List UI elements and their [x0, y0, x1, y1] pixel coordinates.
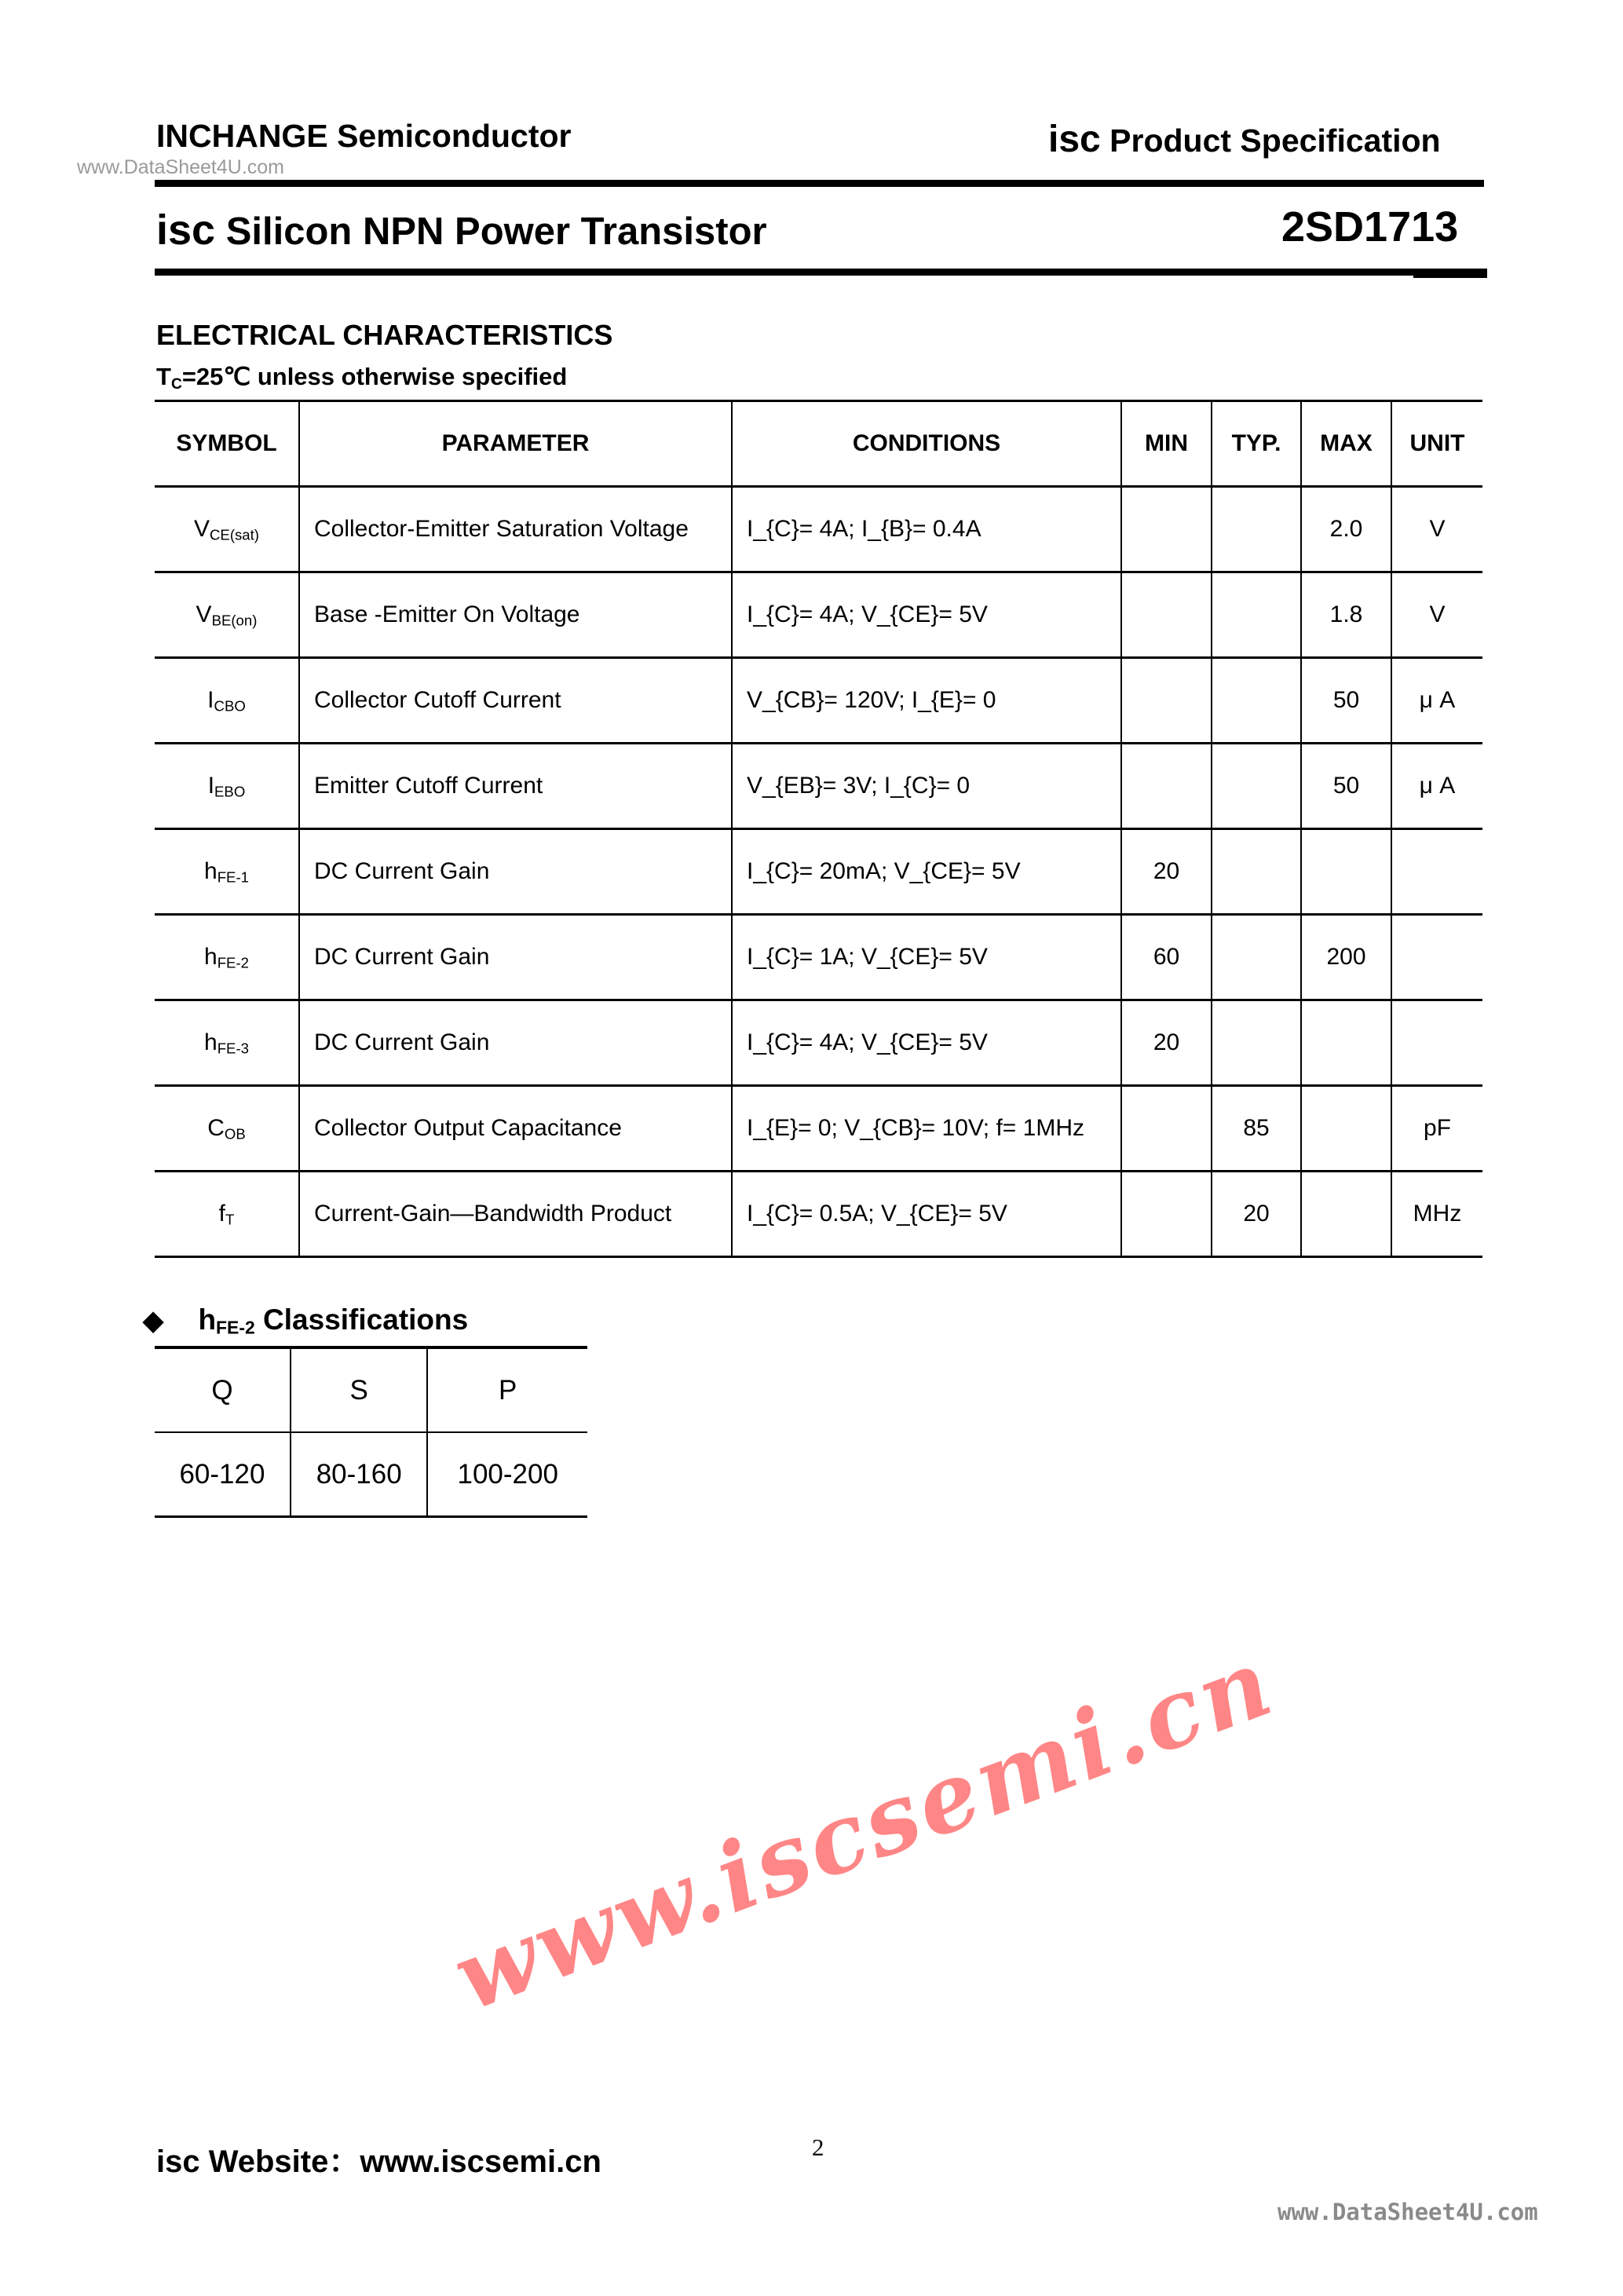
column-header: MIN: [1121, 401, 1212, 487]
typ-cell: [1212, 915, 1301, 1000]
symbol-cell: [155, 572, 299, 658]
classification-title: Classifications: [254, 1303, 469, 1336]
range-cell: 60-120: [155, 1432, 291, 1517]
max-cell: [1301, 1086, 1391, 1172]
min-cell: [1121, 658, 1212, 744]
column-header: MAX: [1301, 401, 1391, 487]
table-row: [155, 658, 1482, 744]
conditions-cell: I_{C}= 4A; I_{B}= 0.4A: [732, 487, 1121, 572]
symbol-cell: [155, 1086, 299, 1172]
conditions-cell: V_{EB}= 3V; I_{C}= 0: [732, 744, 1121, 829]
column-header: PARAMETER: [299, 401, 732, 487]
table-row: [155, 1086, 1482, 1172]
symbol: I: [207, 773, 215, 799]
symbol-subscript: FE-1: [217, 868, 249, 886]
parameter-cell: DC Current Gain: [299, 829, 732, 915]
typ-cell: [1212, 1000, 1301, 1086]
typ-cell: [1212, 572, 1301, 658]
grade-cell: P: [427, 1347, 587, 1432]
condition-text: =25℃ unless otherwise specified: [181, 363, 568, 390]
table-row: [155, 1172, 1482, 1257]
title-text: Silicon NPN Power Transistor: [225, 210, 767, 253]
symbol-subscript: T: [225, 1211, 235, 1228]
typ-cell: [1212, 658, 1301, 744]
parameter-cell: Current-Gain—Bandwidth Product: [299, 1172, 732, 1257]
symbol-subscript: FE-2: [217, 954, 249, 971]
page-title: [156, 206, 767, 254]
grade-cell: Q: [155, 1347, 291, 1432]
symbol-cell: [155, 829, 299, 915]
conditions-cell: I_{E}= 0; V_{CB}= 10V; f= 1MHz: [732, 1086, 1121, 1172]
conditions-cell: V_{CB}= 120V; I_{E}= 0: [732, 658, 1121, 744]
symbol-cell: [155, 1172, 299, 1257]
test-condition-note: [156, 363, 567, 391]
symbol-subscript: OB: [224, 1125, 246, 1143]
symbol: h: [204, 858, 217, 884]
footer-website: isc Website：www.iscsemi.cn: [156, 2144, 601, 2179]
title-divider-tail: [1413, 269, 1487, 278]
typ-cell: [1212, 744, 1301, 829]
condition-subscript: C: [170, 375, 182, 393]
typ-cell: 85: [1212, 1086, 1301, 1172]
range-cell: 100-200: [427, 1432, 587, 1517]
unit-cell: μ A: [1391, 744, 1482, 829]
datasheet-watermark-top[interactable]: www.DataSheet4U.com: [77, 156, 285, 178]
table-row: [155, 487, 1482, 572]
conditions-cell: I_{C}= 1A; V_{CE}= 5V: [732, 915, 1121, 1000]
table-row: [155, 915, 1482, 1000]
symbol-subscript: FE-3: [217, 1040, 249, 1057]
symbol-subscript: EBO: [214, 783, 246, 800]
table-row: [155, 829, 1482, 915]
parameter-cell: Collector Output Capacitance: [299, 1086, 732, 1172]
parameter-cell: Base -Emitter On Voltage: [299, 572, 732, 658]
symbol: I: [207, 687, 214, 713]
product-specification-label: [1048, 118, 1441, 161]
diamond-bullet-icon: ◆: [143, 1306, 164, 1336]
min-cell: [1121, 1086, 1212, 1172]
symbol: h: [204, 944, 217, 970]
min-cell: 60: [1121, 915, 1212, 1000]
min-cell: 20: [1121, 1000, 1212, 1086]
classification-heading: [143, 1303, 468, 1336]
conditions-cell: I_{C}= 20mA; V_{CE}= 5V: [732, 829, 1121, 915]
min-cell: [1121, 744, 1212, 829]
typ-cell: 20: [1212, 1172, 1301, 1257]
page-number: 2: [812, 2133, 824, 2161]
section-heading: ELECTRICAL CHARACTERISTICS: [156, 319, 613, 351]
parameter-cell: DC Current Gain: [299, 915, 732, 1000]
conditions-cell: I_{C}= 4A; V_{CE}= 5V: [732, 1000, 1121, 1086]
column-header: UNIT: [1391, 401, 1482, 487]
table-header-row: [155, 401, 1482, 487]
max-cell: [1301, 1000, 1391, 1086]
symbol: h: [204, 1029, 217, 1055]
symbol: C: [207, 1115, 225, 1141]
parameter-cell: Collector-Emitter Saturation Voltage: [299, 487, 732, 572]
symbol-subscript: CBO: [214, 697, 246, 715]
grade-row: [155, 1347, 587, 1432]
max-cell: 1.8: [1301, 572, 1391, 658]
min-cell: [1121, 1172, 1212, 1257]
symbol-cell: [155, 744, 299, 829]
title-divider: [155, 269, 1487, 276]
table-row: [155, 1000, 1482, 1086]
symbol: f: [218, 1201, 225, 1227]
parameter-cell: Collector Cutoff Current: [299, 658, 732, 744]
min-cell: [1121, 572, 1212, 658]
condition-symbol: T: [156, 363, 171, 390]
table-row: [155, 572, 1482, 658]
column-header: TYP.: [1212, 401, 1301, 487]
unit-cell: V: [1391, 572, 1482, 658]
typ-cell: [1212, 829, 1301, 915]
symbol-subscript: BE(on): [211, 612, 258, 629]
unit-cell: [1391, 915, 1482, 1000]
hfe-classification-table: [155, 1346, 587, 1518]
unit-cell: MHz: [1391, 1172, 1482, 1257]
iscsemi-watermark: www.iscsemi.cn: [439, 1626, 1289, 2033]
hfe-subscript: FE-2: [216, 1317, 255, 1338]
column-header: SYMBOL: [155, 401, 299, 487]
max-cell: 200: [1301, 915, 1391, 1000]
parameter-cell: DC Current Gain: [299, 1000, 732, 1086]
symbol-subscript: CE(sat): [209, 526, 260, 543]
max-cell: 2.0: [1301, 487, 1391, 572]
symbol-cell: [155, 915, 299, 1000]
typ-cell: [1212, 487, 1301, 572]
symbol: V: [193, 516, 210, 542]
range-row: [155, 1432, 587, 1517]
datasheet-watermark-bottom[interactable]: www.DataSheet4U.com: [1278, 2199, 1538, 2225]
grade-cell: S: [291, 1347, 428, 1432]
symbol-cell: [155, 1000, 299, 1086]
unit-cell: μ A: [1391, 658, 1482, 744]
symbol-cell: [155, 487, 299, 572]
symbol-cell: [155, 658, 299, 744]
spec-label: Product Specification: [1109, 122, 1441, 159]
header-divider: [155, 180, 1484, 187]
company-name: INCHANGE Semiconductor: [156, 118, 572, 154]
hfe-symbol: h: [198, 1303, 217, 1336]
isc-prefix: isc: [156, 207, 216, 254]
table-row: [155, 744, 1482, 829]
max-cell: 50: [1301, 658, 1391, 744]
symbol: V: [196, 601, 212, 627]
conditions-cell: I_{C}= 0.5A; V_{CE}= 5V: [732, 1172, 1121, 1257]
unit-cell: [1391, 1000, 1482, 1086]
max-cell: 50: [1301, 744, 1391, 829]
conditions-cell: I_{C}= 4A; V_{CE}= 5V: [732, 572, 1121, 658]
range-cell: 80-160: [291, 1432, 428, 1517]
unit-cell: V: [1391, 487, 1482, 572]
column-header: CONDITIONS: [732, 401, 1121, 487]
max-cell: [1301, 1172, 1391, 1257]
min-cell: 20: [1121, 829, 1212, 915]
isc-prefix: isc: [1048, 119, 1101, 160]
max-cell: [1301, 829, 1391, 915]
electrical-characteristics-table: [155, 400, 1482, 1258]
part-number: 2SD1713: [1281, 203, 1459, 250]
parameter-cell: Emitter Cutoff Current: [299, 744, 732, 829]
min-cell: [1121, 487, 1212, 572]
unit-cell: pF: [1391, 1086, 1482, 1172]
unit-cell: [1391, 829, 1482, 915]
